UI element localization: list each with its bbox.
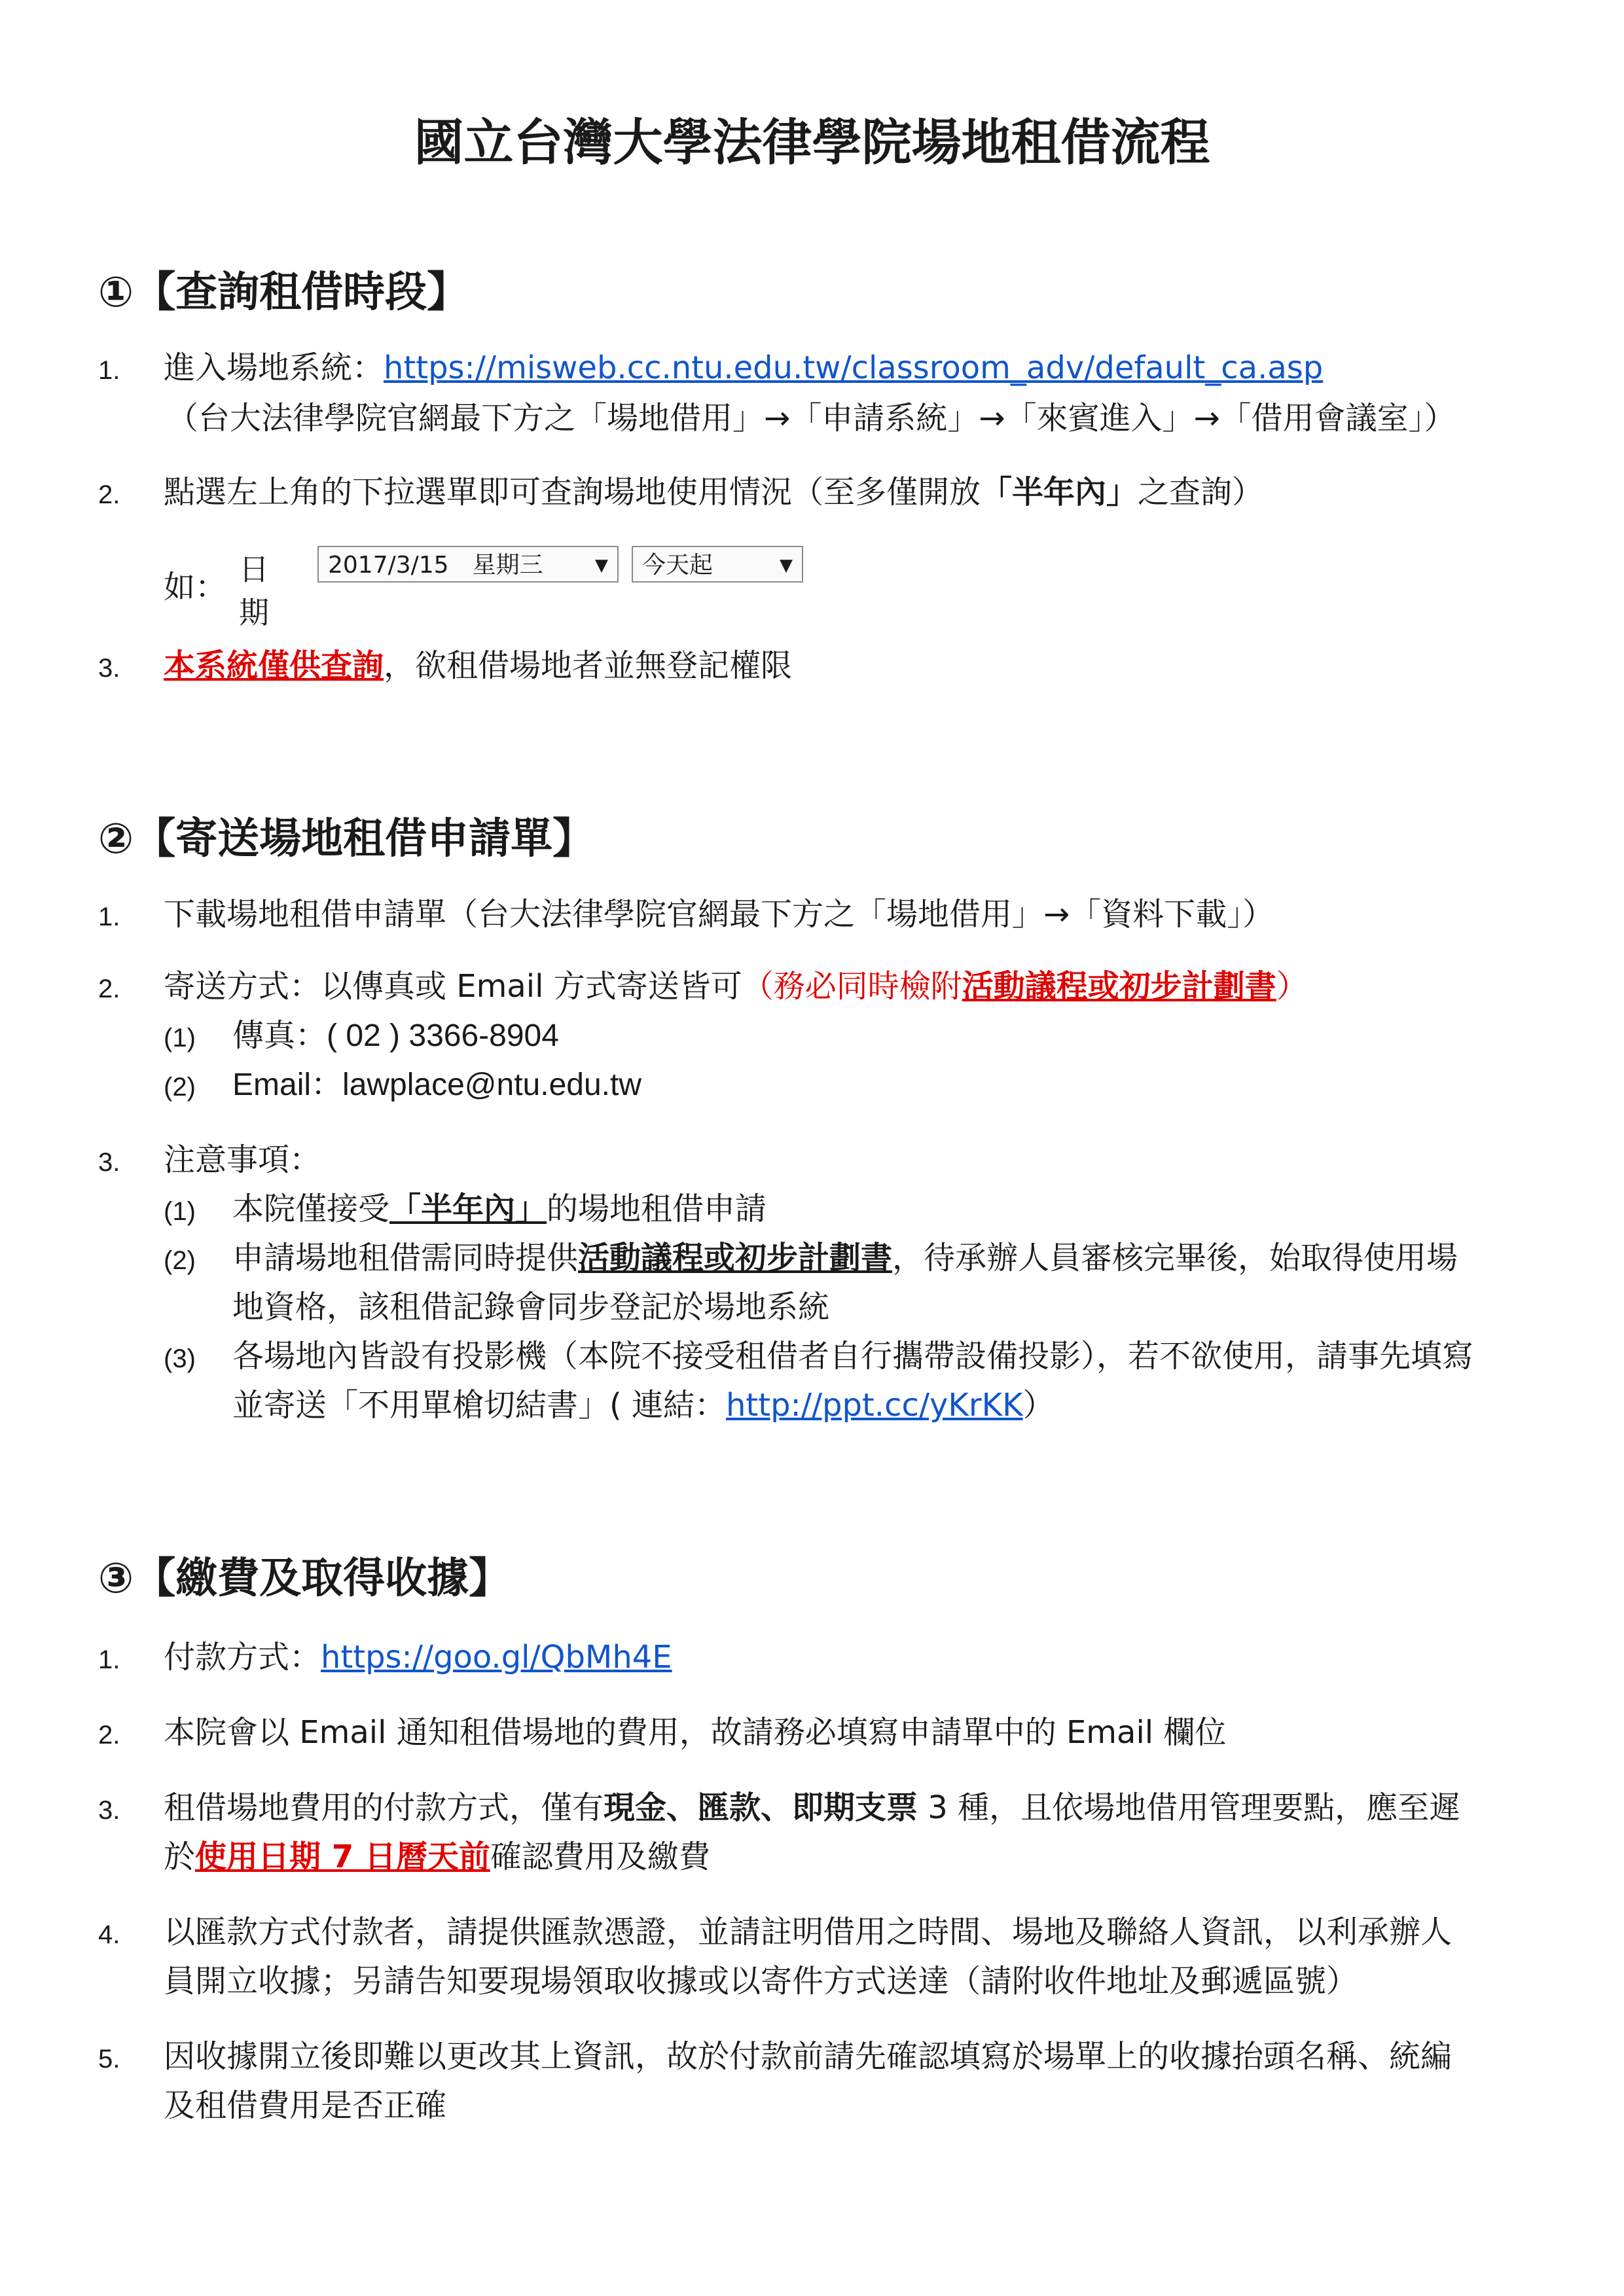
item-text: 付款方式： bbox=[164, 1639, 321, 1676]
sub-number: (1) bbox=[164, 1197, 196, 1226]
list-number: 3. bbox=[98, 1796, 120, 1825]
list-number: 3. bbox=[98, 654, 120, 683]
required-attachment-notice: （務必同時檢附 bbox=[742, 968, 962, 1005]
list-item bbox=[164, 648, 792, 684]
payment-method-link[interactable]: https://goo.gl/QbMh4E bbox=[321, 1639, 672, 1676]
item-text-line2 bbox=[164, 1839, 710, 1875]
list-number: 1. bbox=[98, 1645, 120, 1674]
sub-item: 各場地內皆設有投影機（本院不接受租借者自行攜帶設備投影），若不欲使用，請事先填寫 bbox=[232, 1338, 1474, 1374]
sub-number: (2) bbox=[164, 1073, 196, 1102]
classroom-system-link[interactable]: https://misweb.cc.ntu.edu.tw/classroom_adv/default_ca.asp bbox=[384, 350, 1324, 386]
date-select[interactable] bbox=[317, 546, 619, 583]
item-text: 點選左上角的下拉選單即可查詢場地使用情況（至多僅開放 bbox=[164, 474, 981, 511]
section-heading-query: ①【查詢租借時段】 bbox=[98, 268, 469, 317]
list-item: 注意事項： bbox=[164, 1141, 321, 1178]
list-item bbox=[164, 1790, 1460, 1826]
range-select[interactable] bbox=[632, 546, 803, 583]
list-item: 下載場地租借申請單（台大法律學院官網最下方之「場地借用」→「資料下載」） bbox=[164, 896, 1274, 933]
list-number: 4. bbox=[98, 1920, 120, 1949]
item-text: 於 bbox=[164, 1839, 196, 1875]
list-item: 因收據開立後即難以更改其上資訊，故於付款前請先確認填寫於場單上的收據抬頭名稱、統編 bbox=[164, 2038, 1453, 2075]
range-select-value: 今天起 bbox=[642, 552, 713, 579]
list-item: 本院會以 Email 通知租借場地的費用，故請務必填寫申請單中的 Email 欄位 bbox=[164, 1714, 1227, 1751]
date-select-value: 2017/3/15 星期三 bbox=[328, 552, 543, 579]
item-text: 3 種，且依場地借用管理要點，應至遲 bbox=[918, 1789, 1461, 1826]
sub-item-text: 並寄送「不用單槍切結書」( 連結： bbox=[232, 1387, 726, 1424]
item-text-line2: （台大法律學院官網最下方之「場地借用」→「申請系統」→「來賓進入」→「借用會議室」） bbox=[167, 400, 1456, 437]
item-text: 之查詢） bbox=[1138, 474, 1264, 511]
example-prefix: 如： bbox=[164, 569, 227, 605]
list-number: 2. bbox=[98, 480, 120, 509]
agenda-requirement: 活動議程或初步計劃書 bbox=[962, 968, 1276, 1005]
sub-item bbox=[232, 1191, 767, 1227]
payment-types: 現金、匯款、即期支票 bbox=[604, 1789, 918, 1826]
waiver-form-link[interactable]: http://ppt.cc/yKrKK bbox=[726, 1387, 1023, 1424]
section-heading-payment: ③【繳費及取得收據】 bbox=[98, 1554, 511, 1603]
sub-item bbox=[232, 1240, 1458, 1276]
sub-item-text: 申請場地租借需同時提供 bbox=[232, 1240, 579, 1276]
contact-email: Email：lawplace@ntu.edu.tw bbox=[232, 1067, 642, 1102]
sub-item-text: 的場地租借申請 bbox=[547, 1191, 767, 1227]
item-text: ，欲租借場地者並無登記權限 bbox=[384, 647, 793, 684]
required-attachment-close: ） bbox=[1276, 968, 1308, 1005]
list-number: 2. bbox=[98, 975, 120, 1003]
page-title: 國立台灣大學法律學院場地租借流程 bbox=[414, 113, 1210, 171]
list-number: 3. bbox=[98, 1148, 120, 1177]
sub-item-text: ，待承辦人員審核完畢後，始取得使用場 bbox=[892, 1240, 1458, 1276]
list-number: 1. bbox=[98, 903, 120, 931]
list-number: 2. bbox=[98, 1721, 120, 1749]
item-text-line2: 及租借費用是否正確 bbox=[164, 2087, 447, 2124]
half-year-emphasis: 「半年內」 bbox=[981, 474, 1138, 511]
chevron-down-icon: ▼ bbox=[595, 556, 608, 575]
list-item bbox=[164, 350, 1323, 386]
half-year-emphasis: 「半年內」 bbox=[389, 1191, 547, 1227]
sub-item-text: ） bbox=[1022, 1387, 1055, 1424]
list-item bbox=[164, 475, 1263, 511]
agenda-requirement: 活動議程或初步計劃書 bbox=[578, 1240, 893, 1276]
sub-item-line2 bbox=[232, 1388, 1055, 1424]
list-number: 1. bbox=[98, 356, 120, 385]
list-item bbox=[164, 969, 1308, 1005]
item-text: 租借場地費用的付款方式，僅有 bbox=[164, 1789, 604, 1826]
fax-number: 傳真：( 02 ) 3366-8904 bbox=[232, 1018, 559, 1053]
item-text: 確認費用及繳費 bbox=[490, 1839, 710, 1875]
chevron-down-icon: ▼ bbox=[780, 556, 793, 575]
item-text: 進入場地系統： bbox=[164, 350, 384, 386]
sub-number: (1) bbox=[164, 1024, 196, 1052]
sub-number: (3) bbox=[164, 1344, 196, 1373]
item-text: 寄送方式：以傳真或 Email 方式寄送皆可 bbox=[164, 968, 742, 1005]
payment-deadline: 使用日期 7 日曆天前 bbox=[195, 1839, 490, 1875]
list-item: 以匯款方式付款者，請提供匯款憑證，並請註明借用之時間、場地及聯絡人資訊，以利承辦人 bbox=[164, 1914, 1453, 1950]
item-text-line2: 員開立收據；另請告知要現場領取收據或以寄件方式送達（請附收件地址及郵遞區號） bbox=[164, 1963, 1358, 2000]
sub-item-line2: 地資格，該租借記錄會同步登記於場地系統 bbox=[232, 1289, 830, 1325]
sub-number: (2) bbox=[164, 1246, 196, 1275]
sub-item-text: 本院僅接受 bbox=[232, 1191, 390, 1227]
list-item bbox=[164, 1640, 672, 1676]
list-number: 5. bbox=[98, 2045, 120, 2073]
date-label: 日期 bbox=[239, 552, 269, 630]
query-only-notice: 本系統僅供查詢 bbox=[164, 647, 384, 684]
section-heading-application: ②【寄送場地租借申請單】 bbox=[98, 815, 595, 863]
